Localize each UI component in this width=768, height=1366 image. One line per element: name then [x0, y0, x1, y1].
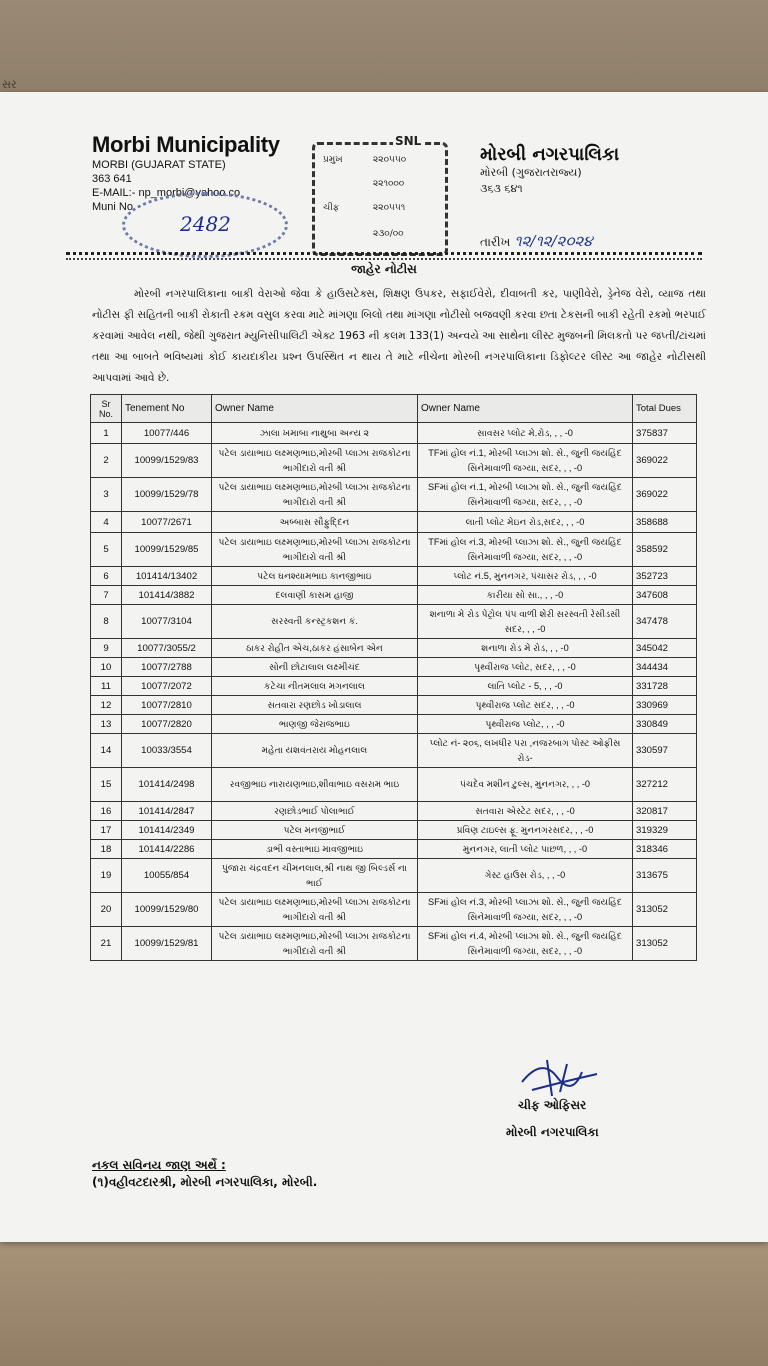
table-row — [91, 512, 697, 533]
cell-tenement: 10077/2072 — [122, 677, 212, 696]
table-row — [91, 734, 697, 768]
cell-sr: 7 — [91, 586, 122, 605]
phone-label-president: પ્રમુખ — [323, 155, 343, 165]
col-header-sr: Sr No. — [91, 395, 122, 423]
separator-line — [66, 252, 702, 255]
phone-number-1: ૨૨૦૫૫૦ — [373, 155, 407, 165]
cell-sr: 19 — [91, 859, 122, 893]
cell-owner-name: રવજીભાઇ નારાયણભાઇ,શીવાભાઇ વસરામ ભાઇ — [212, 768, 418, 802]
cell-tenement: 101414/2349 — [122, 821, 212, 840]
cell-address: SFમાં હોલ નં.3, મોરબી પ્લાઝા શો. સે., જુની જયહિંદ સિનેમાવાળી જગ્યા, સદર, , , -0 — [418, 893, 633, 927]
table-row — [91, 768, 697, 802]
cell-total-dues: 345042 — [633, 639, 697, 658]
cell-total-dues: 375837 — [633, 423, 697, 444]
cell-address: શનાળા રોડ મે રોડ, , , -0 — [418, 639, 633, 658]
muni-no-handwritten: 2482 — [180, 212, 231, 236]
municipality-title-en: Morbi Municipality — [92, 132, 280, 157]
cell-owner-name: પટેલ ઘનશ્યામભાઇ કાનજીભાઇ — [212, 567, 418, 586]
cell-total-dues: 330597 — [633, 734, 697, 768]
phone-number-4: ૨૩૦/૦૦ — [373, 229, 404, 239]
cell-address: પ્લોટ નં.5, મુનનગર, પંચાસર રોડ, , , -0 — [418, 567, 633, 586]
cell-address: SFમાં હોલ નં.1, મોરબી પ્લાઝા શો. સે., જુની જયહિંદ સિનેમાવાળી જગ્યા, સદર, , , -0 — [418, 478, 633, 512]
pincode-en: 363 641 — [92, 173, 132, 185]
col-header-address: Owner Name — [418, 395, 633, 423]
cell-total-dues: 327212 — [633, 768, 697, 802]
cell-sr: 5 — [91, 533, 122, 567]
cell-total-dues: 319329 — [633, 821, 697, 840]
cell-total-dues: 318346 — [633, 840, 697, 859]
cell-total-dues: 352723 — [633, 567, 697, 586]
cell-address: પૃથ્વીરાજ પ્લોટ સદર, , , -0 — [418, 696, 633, 715]
cell-total-dues: 358592 — [633, 533, 697, 567]
cell-owner-name: ડાભી વસ્તાભાઇ માવજીભાઇ — [212, 840, 418, 859]
phone-number-3: ૨૨૦૫૫૧ — [373, 203, 406, 213]
date-value: ૧૨/૧૨/૨૦૨૪ — [514, 232, 593, 250]
cell-sr: 17 — [91, 821, 122, 840]
cell-owner-name: દલવાણી કાસમ હાજી — [212, 586, 418, 605]
cell-sr: 16 — [91, 802, 122, 821]
cell-tenement: 10099/1529/85 — [122, 533, 212, 567]
cell-sr: 21 — [91, 927, 122, 961]
signature-org: મોરબી નગરપાલિકા — [506, 1125, 599, 1139]
cell-address: પ્લોટ નં- ૨૦૬, લખધીર પરા ,નજરબાગ પોસ્ટ ઓફીસ રોડ- — [418, 734, 633, 768]
copy-recipient: (૧)વહીવટદારશ્રી, મોરબી નગરપાલિકા, મોરબી. — [92, 1175, 318, 1189]
cell-owner-name: સરસ્વતી કન્સ્ટ્રકશન કં. — [212, 605, 418, 639]
cell-tenement: 101414/3882 — [122, 586, 212, 605]
cell-owner-name: સોની છોટાલાલ લક્ષ્મીચંદ — [212, 658, 418, 677]
cell-address: પૃથ્વીરાજ પ્લોટ, , , -0 — [418, 715, 633, 734]
emblem-logo: SNL — [395, 134, 422, 148]
cell-sr: 18 — [91, 840, 122, 859]
table-header-row — [91, 395, 697, 423]
cell-owner-name: ઝાલા ખમાબા નાથુબા અન્ય ૨ — [212, 423, 418, 444]
cell-total-dues: 320817 — [633, 802, 697, 821]
pincode-gu: ૩૬૩ ૬૪૧ — [480, 182, 523, 195]
cell-total-dues: 330849 — [633, 715, 697, 734]
cell-address: સાવસર પ્લોટ મે.રોડ, , , -0 — [418, 423, 633, 444]
cell-tenement: 10077/3104 — [122, 605, 212, 639]
cell-owner-name: ઠાકર રોહીત એચ,ઠાકર હંસાબેન એન — [212, 639, 418, 658]
cell-sr: 20 — [91, 893, 122, 927]
cell-total-dues: 344434 — [633, 658, 697, 677]
table-row — [91, 893, 697, 927]
table-row — [91, 586, 697, 605]
cell-owner-name: રણછોડભાઈ પોલાભાઈ — [212, 802, 418, 821]
cell-sr: 1 — [91, 423, 122, 444]
cell-address: મુનનગર, લાતી પ્લોટ પાછળ, , , -0 — [418, 840, 633, 859]
cell-total-dues: 313675 — [633, 859, 697, 893]
background-bottom — [0, 1240, 768, 1366]
header-gujarati — [480, 144, 619, 197]
cell-address: પંચદેવ મશીન ટુલ્સ, મુનનગર, , , -0 — [418, 768, 633, 802]
municipality-title-gu: મોરબી નગરપાલિકા — [480, 144, 620, 165]
table-row — [91, 639, 697, 658]
table-row — [91, 859, 697, 893]
table-row — [91, 533, 697, 567]
cell-sr: 11 — [91, 677, 122, 696]
table-row — [91, 821, 697, 840]
cell-sr: 4 — [91, 512, 122, 533]
table-row — [91, 927, 697, 961]
cell-sr: 3 — [91, 478, 122, 512]
copy-heading: નકલ સવિનય જાણ અર્થે : — [92, 1158, 226, 1172]
notice-document — [0, 92, 768, 1242]
cell-owner-name: અબ્બાસ સૌફુદ્દિન — [212, 512, 418, 533]
cell-total-dues: 331728 — [633, 677, 697, 696]
cell-tenement: 10077/2671 — [122, 512, 212, 533]
phone-label-chief: ચીફ — [323, 203, 340, 213]
table-row — [91, 840, 697, 859]
table-row — [91, 696, 697, 715]
cell-tenement: 10033/3554 — [122, 734, 212, 768]
cell-address: કારીયા સો સા., , , -0 — [418, 586, 633, 605]
notice-body: મોરબી નગરપાલિકાના બાકી વેરાઓ જેવા કે હાઉસટેક્સ, શિક્ષણ ઉપકર, સફાઈવેરો, દીવાબતી કર, પાણીવેરો, ડ્રેનેજ વેરો, વ્યાજ તથા નોટીસ ફી સહિતની બાકી રોકાતી રકમ વસુલ કરવા માટે માંગણા બિલો તથા માંગણા નોટીસો બજવણી કરવા છતા ટેકસની બાકી રહેતી રકમો ભરપાઈ કરવામાં આવેલ નથી, જેથી ગુજરાત મ્યુનિસીપાલિટી એક્ટ 1963 ની કલમ 133(1) અન્વયે આ સાથેના લીસ્ટ મુજબની મિલકતો પર જપ્તી/ટાંચમાં તથા આ બાબતે ભવિષ્યમાં કોઈ કાયદાકીય પ્રશ્ન ઉપસ્થિત ન થાય તે માટે નીચેના મોરબી નગરપાલિકાના ડિફોલ્ટર લીસ્ટ આ જાહેર નોટીસથી આપવામાં આવે છે. — [92, 288, 706, 384]
cell-total-dues: 347608 — [633, 586, 697, 605]
date-label: તારીખ — [480, 235, 511, 249]
cell-owner-name: સતવારા રણછોડ ખોડાલાલ — [212, 696, 418, 715]
cell-total-dues: 313052 — [633, 927, 697, 961]
signature-mark — [512, 1052, 602, 1100]
cell-sr: 10 — [91, 658, 122, 677]
cell-owner-name: પુંજારા ચંદ્રવદન ચીમનલાલ,શ્રી નાથ જી બિલ્ડર્સ ના ભાઈ — [212, 859, 418, 893]
cell-tenement: 10099/1529/78 — [122, 478, 212, 512]
table-row — [91, 567, 697, 586]
cell-owner-name: પટેલ મનજીભાઈ — [212, 821, 418, 840]
email-line: E-MAIL:- np_morbi@yahoo.co — [92, 187, 241, 199]
separator-line — [66, 258, 702, 260]
cell-address: લાતી પ્લોટ મેઇન રોડ,સદર, , , -0 — [418, 512, 633, 533]
col-header-tenement: Tenement No — [122, 395, 212, 423]
cell-address: TFમાં હોલ નં.1, મોરબી પ્લાઝા શો. સે., જુની જયહિંદ સિનેમાવાળી જગ્યા, સદર, , , -0 — [418, 444, 633, 478]
table-row — [91, 605, 697, 639]
muni-no-label: Muni No. — [92, 201, 137, 213]
cell-address: પ્રવિણ ટાઇલ્સ ફૂ. મુનનગરસદર, , , -0 — [418, 821, 633, 840]
notice-title: જાહેર નોટીસ — [351, 262, 417, 276]
cell-tenement: 10055/854 — [122, 859, 212, 893]
cell-address: લાતિ પ્લોટ - 5, , , -0 — [418, 677, 633, 696]
table-row — [91, 802, 697, 821]
cell-sr: 15 — [91, 768, 122, 802]
corner-text: સર — [2, 78, 17, 91]
cell-sr: 2 — [91, 444, 122, 478]
cell-address: શનાળા મે રોડ પેટ્રોલ પંપ વાળી શેરી સરસ્વતી રેસીડસી સદર, , , -0 — [418, 605, 633, 639]
cell-owner-name: પટેલ ડાયાભાઇ લક્ષ્મણભાઇ,મોરબી પ્લાઝા રાજકોટના ભાગીદારો વતી શ્રી — [212, 927, 418, 961]
cell-owner-name: પટેલ ડાયાભાઇ લક્ષ્મણભાઇ,મોરબી પ્લાઝા રાજકોટના ભાગીદારો વતી શ્રી — [212, 478, 418, 512]
chief-officer-title: ચીફ ઓફિસર — [518, 1098, 587, 1112]
cell-owner-name: કટેચા નીતમલાલ મગનલાલ — [212, 677, 418, 696]
cell-tenement: 10099/1529/83 — [122, 444, 212, 478]
cell-tenement: 10099/1529/80 — [122, 893, 212, 927]
table-row — [91, 478, 697, 512]
cell-total-dues: 358688 — [633, 512, 697, 533]
cell-address: ગેસ્ટ હાઉસ રોડ, , , -0 — [418, 859, 633, 893]
cell-tenement: 10077/2788 — [122, 658, 212, 677]
table-row — [91, 444, 697, 478]
cell-address: SFમાં હોલ નં.4, મોરબી પ્લાઝા શો. સે., જુની જયહિંદ સિનેમાવાળી જગ્યા, સદર, , , -0 — [418, 927, 633, 961]
cell-sr: 12 — [91, 696, 122, 715]
cell-tenement: 10077/446 — [122, 423, 212, 444]
cell-address: પૃથ્વીરાજ પ્લોટ, સદર, , , -0 — [418, 658, 633, 677]
cell-total-dues: 347478 — [633, 605, 697, 639]
cell-tenement: 101414/2847 — [122, 802, 212, 821]
table-row — [91, 677, 697, 696]
phone-number-2: ૨૨૧૦૦૦ — [373, 179, 405, 189]
table-body — [91, 423, 697, 961]
cell-tenement: 101414/2498 — [122, 768, 212, 802]
state-line-en: MORBI (GUJARAT STATE) — [92, 159, 226, 171]
cell-total-dues: 313052 — [633, 893, 697, 927]
cell-total-dues: 330969 — [633, 696, 697, 715]
col-header-dues: Total Dues — [633, 395, 697, 423]
defaulter-table — [90, 394, 697, 961]
cell-tenement: 10077/2810 — [122, 696, 212, 715]
cell-tenement: 10077/2820 — [122, 715, 212, 734]
cell-owner-name: ભાણજી જેરાજભાઇ — [212, 715, 418, 734]
cell-owner-name: પટેલ ડાયાભાઇ લક્ષ્મણભાઇ,મોરબી પ્લાઝા રાજકોટના ભાગીદારો વતી શ્રી — [212, 893, 418, 927]
date-row — [480, 232, 593, 250]
cell-total-dues: 369022 — [633, 444, 697, 478]
cell-address: TFમાં હોલ નં.3, મોરબી પ્લાઝા શો. સે., જુની જયહિંદ સિનેમાવાળી જગ્યા, સદર, , , -0 — [418, 533, 633, 567]
state-line-gu: મોરબી (ગુજરાતરાજ્ય) — [480, 166, 582, 179]
cell-tenement: 10077/3055/2 — [122, 639, 212, 658]
cell-owner-name: મહેતા યશવંતરાય મોહનલાલ — [212, 734, 418, 768]
cell-address: સતવારા એસ્ટેટ સદર, , , -0 — [418, 802, 633, 821]
cell-total-dues: 369022 — [633, 478, 697, 512]
cell-sr: 13 — [91, 715, 122, 734]
cell-sr: 9 — [91, 639, 122, 658]
cell-tenement: 101414/2286 — [122, 840, 212, 859]
cell-tenement: 101414/13402 — [122, 567, 212, 586]
cell-owner-name: પટેલ ડાયાભાઇ લક્ષ્મણભાઇ,મોરબી પ્લાઝા રાજકોટના ભાગીદારો વતી શ્રી — [212, 533, 418, 567]
col-header-owner: Owner Name — [212, 395, 418, 423]
cell-sr: 8 — [91, 605, 122, 639]
table-row — [91, 658, 697, 677]
table-row — [91, 423, 697, 444]
cell-sr: 14 — [91, 734, 122, 768]
cell-tenement: 10099/1529/81 — [122, 927, 212, 961]
cell-sr: 6 — [91, 567, 122, 586]
phone-box — [312, 142, 448, 256]
table-row — [91, 715, 697, 734]
cell-owner-name: પટેલ ડાયાભાઇ લક્ષ્મણભાઇ,મોરબી પ્લાઝા રાજકોટના ભાગીદારો વતી શ્રી — [212, 444, 418, 478]
